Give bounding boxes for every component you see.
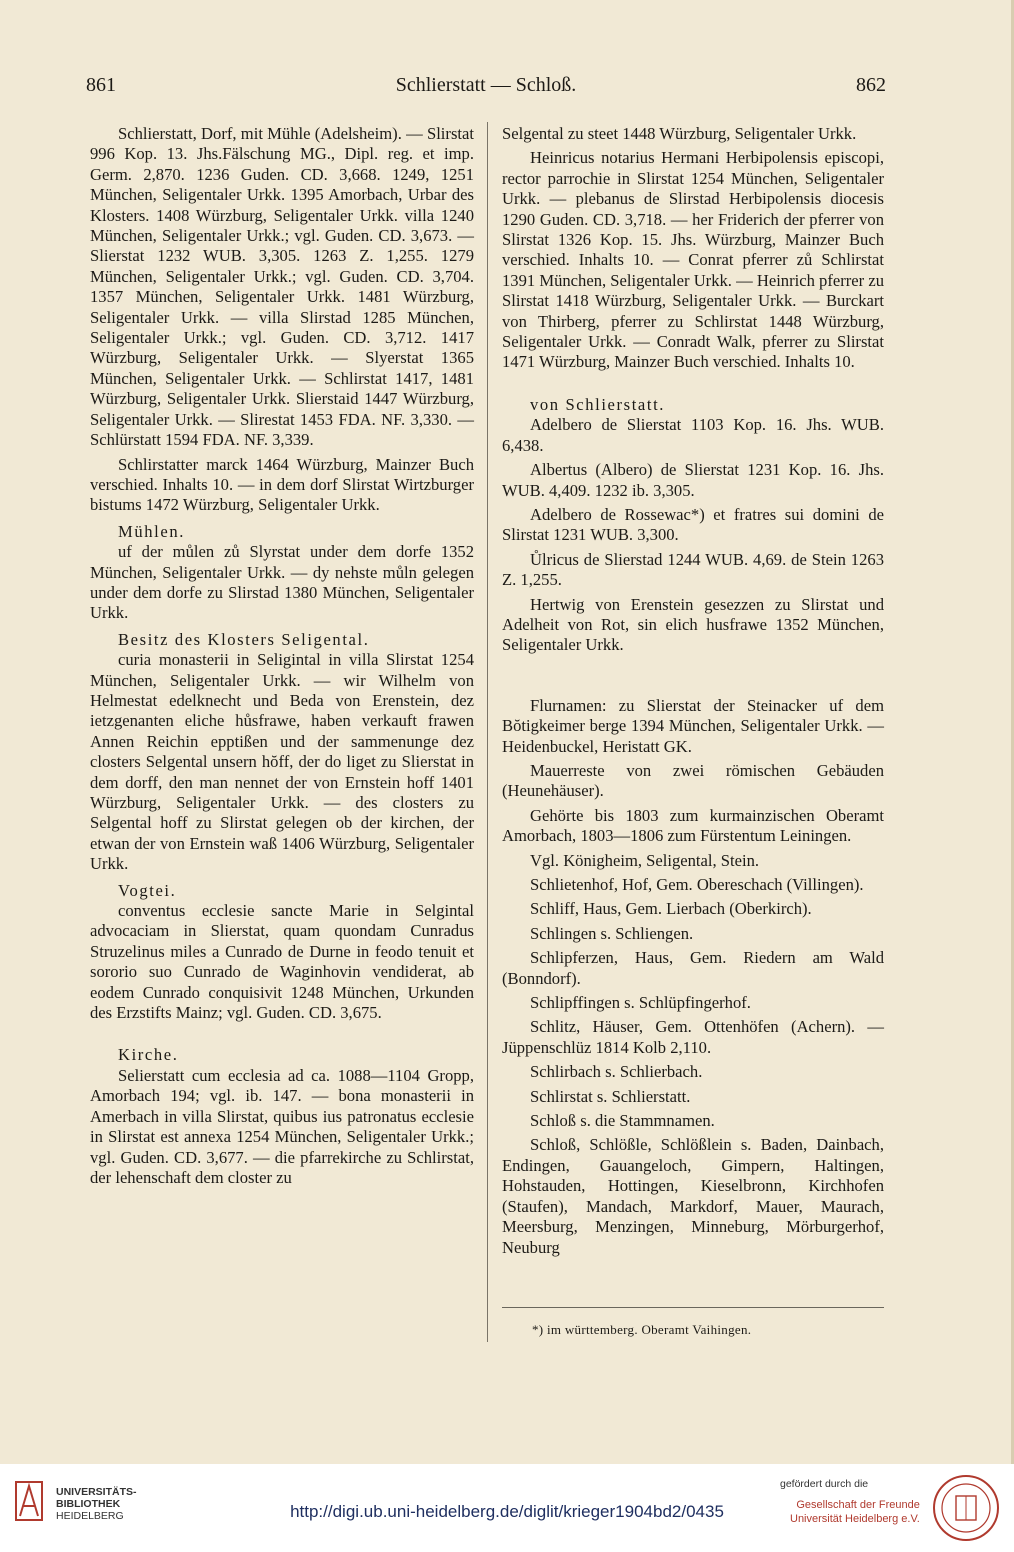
running-header — [86, 74, 886, 104]
paragraph-left-9: Selierstatt cum ecclesia ad ca. 1088—1104 Gropp, Amorbach 194; vgl. ib. 147. — bona monasterii in Amerbach in villa Slirstat, quibus ius patronatus ecclesie in Slirstat est annexa 1254 München, Seligentaler Urkk.; vgl. Guden. CD. 3,677. — die pfarrekirche zu Schlirstat, der lehenschaft dem closter zu — [90, 1065, 474, 1187]
footnote-rule — [502, 1307, 884, 1308]
sponsor-name[interactable] — [790, 1498, 920, 1526]
paragraph-right-5: Adelbero de Rossewac*) et fratres sui domini de Slirstat 1231 WUB. 3,300. — [502, 504, 884, 545]
library-name-line3: HEIDELBERG — [56, 1510, 124, 1522]
library-name-line2: BIBLIOTHEK — [56, 1498, 121, 1510]
right-column — [502, 124, 884, 1262]
paragraph-right-1: Heinricus notarius Hermani Herbipolensis episcopi, rector parrochie in Slirstat 1254 München, Seligentaler Urkk. — plebanus de Slirstad Herbipolensis diocesis 1290 Guden. CD. 3,718. — her Friderich der pferrer von Slirstat 1326 Kop. 15. Jhs. Würzburg, Mainzer Buch verschied. Inhalts 10. — Conrat pferrer zů Schlirstat 1391 München, Seligentaler Urkk. — Heinrich pferrer zu Slirstat 1418 Würzburg, Seligentaler Urkk. — Burckart von Thirberg, pferrer zu Schlirstat 1448 Würzburg, Seligentaler Urkk. — Conradt Walk, pferrer zu Slirstat 1471 Würzburg, Mainzer Buch verschied. Inhalts 10. — [502, 148, 884, 372]
paragraph-right-11: Vgl. Königheim, Seligental, Stein. — [530, 850, 760, 870]
paragraph-left-0: Schlierstatt, Dorf, mit Mühle (Adelsheim). — Slirstat 996 Kop. 13. Jhs.Fälschung MG., Dipl. reg. et imp. Germ. 2,870. 1236 Guden. CD. 3,668. 1249, 1251 München, Seligentaler Urkk. 1395 Amorbach, Urbar des Klosters. 1408 Würzburg, Seligentaler Urkk. villa 1240 München, Seligentaler Urkk.; vgl. Guden. CD. 3,673. — Slierstat 1232 WUB. 3,305. 1263 Z. 1,255. 1279 München, Seligentaler Urkk.; vgl. Guden. CD. 3,704. 1357 München, Seligentaler Urkk. 1481 Würzburg, Seligentaler Urkk. — villa Slirstad 1285 München, Seligentaler Urkk.; vgl. Guden. CD. 3,712. 1417 Würzburg, Seligentaler Urkk. — Slyerstat 1365 München, Seligentaler Urkk. — Schlirstat 1417, 1481 Würzburg, Seligentaler Urkk. Slierstaid 1447 Würzburg, Seligentaler Urkk. — Slirestat 1453 FDA. NF. 3,330. — Schlürstatt 1594 FDA. NF. 3,339. — [90, 124, 474, 450]
library-name-line1: UNIVERSITÄTS- — [56, 1486, 137, 1498]
paragraph-left-5: curia monasterii in Seligintal in villa Slirstat 1254 München, Seligentaler Urkk. — wir Wilhelm von Helmestat edelknecht und Beda von Erenstein, dez ietzgenanten eliche hůsfrawe, haben verkauft frawen Annen Reichin epptißen und der sammenunge dez closters Selgental unsern hŏff, der do liget zu Slierstat in dem dorff, den man nennet der von Ernstein hoff 1401 Würzburg, Seligentaler Urkk. — des closters zu Selgental hoff zu Slirstat gelegen ob der kirchen, der etwan der von Ernstein waß 1406 Würzburg, Seligentaler Urkk. — [90, 650, 474, 874]
paragraph-right-15: Schlipferzen, Haus, Gem. Riedern am Wald (Bonndorf). — [502, 948, 884, 988]
paragraph-right-3: Adelbero de Slierstat 1103 Kop. 16. Jhs. WUB. 6,438. — [502, 415, 884, 455]
sponsor-name-line2: Universität Heidelberg e.V. — [790, 1513, 920, 1525]
paragraph-left-3: uf der můlen zů Slyrstat under dem dorfe 1352 München, Seligentaler Urkk. — dy nehste můln gelegen under dem dorfe zu Slirstad 1380 München, Seligentaler Urkk. — [90, 542, 474, 623]
paragraph-left-1: Schlirstatter marck 1464 Würzburg, Mainzer Buch verschied. Inhalts 10. — in dem dorf Slirstat Wirtzburger bistums 1472 Würzburg, Seligentaler Urkk. — [90, 454, 474, 515]
paragraph-right-16: Schlipffingen s. Schlüpfingerhof. — [530, 993, 751, 1013]
section-heading-left-2: Mühlen. — [118, 521, 185, 541]
paragraph-right-10: Gehörte bis 1803 zum kurmainzischen Oberamt Amorbach, 1803—1806 zum Fürstentum Leiningen. — [502, 805, 884, 846]
footnote: *) im württemberg. Oberamt Vaihingen. — [532, 1322, 752, 1337]
page-number-left: 861 — [86, 74, 116, 96]
university-seal-icon — [932, 1474, 1000, 1542]
viewer-footer — [0, 1464, 1014, 1552]
paragraph-right-21: Schloß, Schlößle, Schlößlein s. Baden, Dainbach, Endingen, Gauangeloch, Gimpern, Haltingen, Hohstauden, Hottingen, Kieselbronn, Kirchhofen (Staufen), Mandach, Markdorf, Mauer, Maurach, Meersburg, Menzingen, Minneburg, Mörburgerhof, Neuburg — [502, 1135, 884, 1257]
left-column — [90, 124, 474, 1192]
page-number-right: 862 — [856, 74, 886, 96]
paragraph-right-19: Schlirstat s. Schlierstatt. — [530, 1086, 691, 1106]
section-heading-left-6: Vogtei. — [118, 880, 177, 900]
paragraph-right-9: Mauerreste von zwei römischen Gebäuden (Heunehäuser). — [502, 760, 884, 801]
paragraph-right-4: Albertus (Albero) de Slierstat 1231 Kop. 16. Jhs. WUB. 4,409. 1232 ib. 3,305. — [502, 460, 884, 500]
paragraph-right-7: Hertwig von Erenstein gesezzen zu Slirstat und Adelheit von Rot, sin elich husfrawe 1352 München, Seligentaler Urkk. — [502, 594, 884, 655]
paragraph-right-12: Schlietenhof, Hof, Gem. Obereschach (Villingen). — [530, 875, 864, 894]
paragraph-right-14: Schlingen s. Schliengen. — [530, 923, 694, 943]
sponsor-name-line1: Gesellschaft der Freunde — [796, 1499, 920, 1511]
paragraph-right-17: Schlitz, Häuser, Gem. Ottenhöfen (Achern). — Jüppenschlüz 1814 Kolb 2,110. — [502, 1017, 884, 1057]
section-heading-right-2: von Schlierstatt. — [530, 394, 666, 414]
paragraph-right-18: Schlirbach s. Schlierbach. — [530, 1062, 703, 1082]
section-heading-left-8: Kirche. — [118, 1045, 179, 1065]
header-title: Schlierstatt — Schloß. — [395, 74, 577, 96]
paragraph-right-6: Ůlricus de Slierstad 1244 WUB. 4,69. de Stein 1263 Z. 1,255. — [502, 549, 884, 590]
section-heading-left-4: Besitz des Klosters Seligental. — [118, 629, 370, 649]
sponsor-label: gefördert durch die — [780, 1478, 869, 1490]
permalink-url[interactable]: http://digi.ub.uni-heidelberg.de/diglit/krieger1904bd2/0435 — [290, 1502, 724, 1521]
paragraph-right-0: Selgental zu steet 1448 Würzburg, Seligentaler Urkk. — [502, 124, 857, 143]
paragraph-right-20: Schloß s. die Stammnamen. — [530, 1111, 715, 1131]
column-divider — [487, 122, 488, 1342]
paragraph-right-13: Schliff, Haus, Gem. Lierbach (Oberkirch). — [530, 899, 812, 919]
paragraph-right-8: Flurnamen: zu Slierstat der Steinacker uf dem Bŏtigkeimer berge 1394 München, Seligentaler Urkk. — Heidenbuckel, Heristatt GK. — [502, 695, 884, 756]
paragraph-left-7: conventus ecclesie sancte Marie in Selgintal advocaciam in Slierstat, quam quondam Cunradus Struzelinus miles a Cunrado de Durne in feodo tenuit et sororio suo Cunrado de Waginhovin vendiderat, ab eodem Cunrado conquisivit 1248 München, Urkunden des Erzstifts Mainz; vgl. Guden. CD. 3,675. — [90, 901, 474, 1023]
